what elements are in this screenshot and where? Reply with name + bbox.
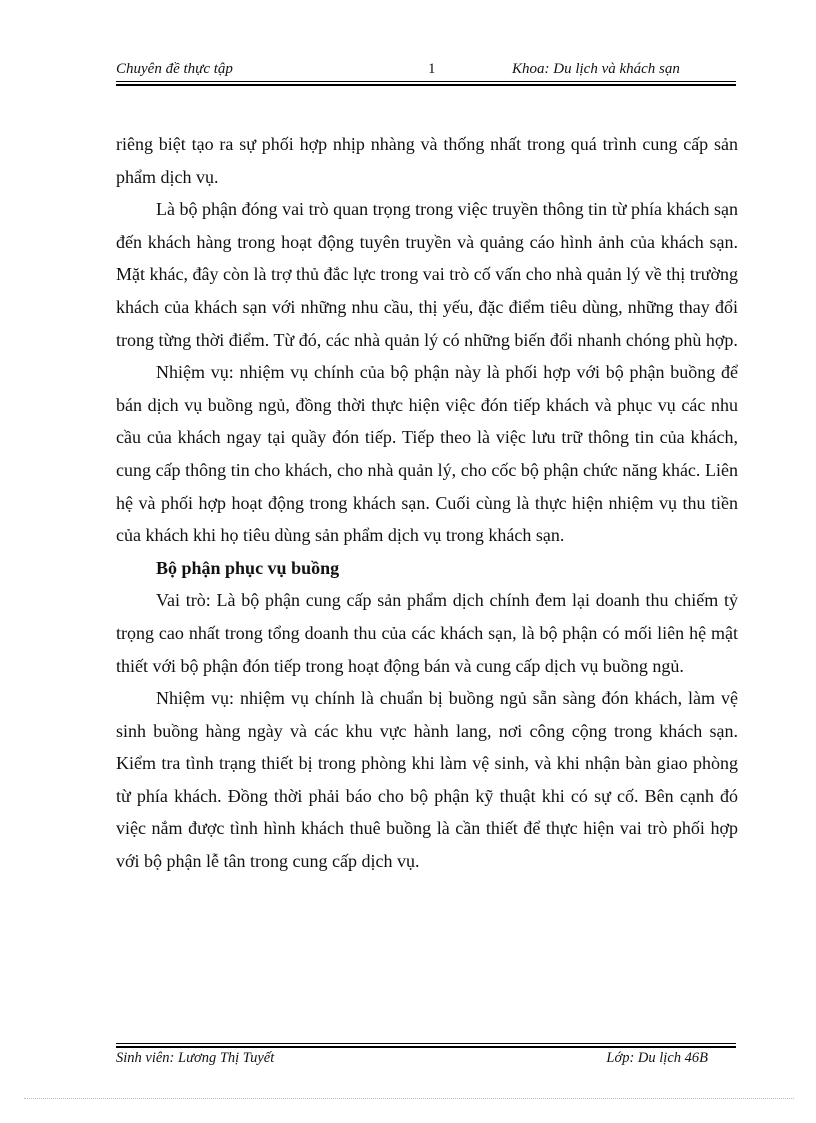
header-rule-thin xyxy=(116,81,736,82)
page-header xyxy=(116,61,736,81)
footer-student: Sinh viên: Lương Thị Tuyết xyxy=(116,1050,275,1066)
paragraph-continuation: riêng biệt tạo ra sự phối hợp nhịp nhàng và thống nhất trong quá trình cung cấp sản phẩm dịch vụ. xyxy=(116,134,738,187)
paragraph-housekeeping-duties: Nhiệm vụ: nhiệm vụ chính là chuẩn bị buồng ngủ sẵn sàng đón khách, làm vệ sinh buồng hàng ngày và các khu vực hành lang, nơi công cộng trong khách sạn. Kiểm tra tình trạng thiết bị trong phòng khi làm vệ sinh, và khi nhận bàn giao phòng từ phía khách. Đồng thời phải báo cho bộ phận kỹ thuật khi có sự cố. Bên cạnh đó việc nắm được tình hình khách thuê buồng là cần thiết để thực hiện vai trò phối hợp với bộ phận lễ tân trong cung cấp dịch vụ. xyxy=(116,688,738,872)
header-rule-thick xyxy=(116,84,736,86)
paragraph-reception-role: Là bộ phận đóng vai trò quan trọng trong việc truyền thông tin từ phía khách sạn đến khách hàng trong hoạt động tuyên truyền và quảng cáo hình ảnh của khách sạn. Mặt khác, đây còn là trợ thủ đắc lực trong vai trò cố vấn cho nhà quản lý về thị trường khách của khách sạn với những nhu cầu, thị yếu, đặc điểm tiêu dùng, những thay đổi trong từng thời điểm. Từ đó, các nhà quản lý có những biến đổi nhanh chóng phù hợp. xyxy=(116,199,738,350)
section-heading-housekeeping: Bộ phận phục vụ buồng xyxy=(156,557,340,578)
page-edge-dotted-line xyxy=(24,1098,794,1099)
page-number: 1 xyxy=(428,61,436,77)
footer-rule-thick xyxy=(116,1046,736,1048)
page-footer xyxy=(116,1050,736,1070)
header-department: Khoa: Du lịch và khách sạn xyxy=(512,61,680,77)
header-title: Chuyên đề thực tập xyxy=(116,61,233,77)
paragraph-reception-duties: Nhiệm vụ: nhiệm vụ chính của bộ phận này là phối hợp với bộ phận buồng để bán dịch vụ buồng ngủ, đồng thời thực hiện việc đón tiếp khách và phục vụ các nhu cầu của khách ngay tại quầy đón tiếp. Tiếp theo là việc lưu trữ thông tin của khách, cung cấp thông tin cho khách, cho nhà quản lý, cho cốc bộ phận chức năng khác. Liên hệ và phối hợp hoạt động trong khách sạn. Cuối cùng là thực hiện nhiệm vụ thu tiền của khách khi họ tiêu dùng sản phẩm dịch vụ trong khách sạn. xyxy=(116,362,738,546)
footer-class: Lớp: Du lịch 46B xyxy=(606,1050,708,1066)
paragraph-housekeeping-role: Vai trò: Là bộ phận cung cấp sản phẩm dịch chính đem lại doanh thu chiếm tỷ trọng cao nhất trong tổng doanh thu của các khách sạn, là bộ phận có mối liên hệ mật thiết với bộ phận đón tiếp trong hoạt động bán và cung cấp dịch vụ buồng ngủ. xyxy=(116,590,738,676)
document-body xyxy=(116,128,738,878)
footer-rule-thin xyxy=(116,1043,736,1044)
